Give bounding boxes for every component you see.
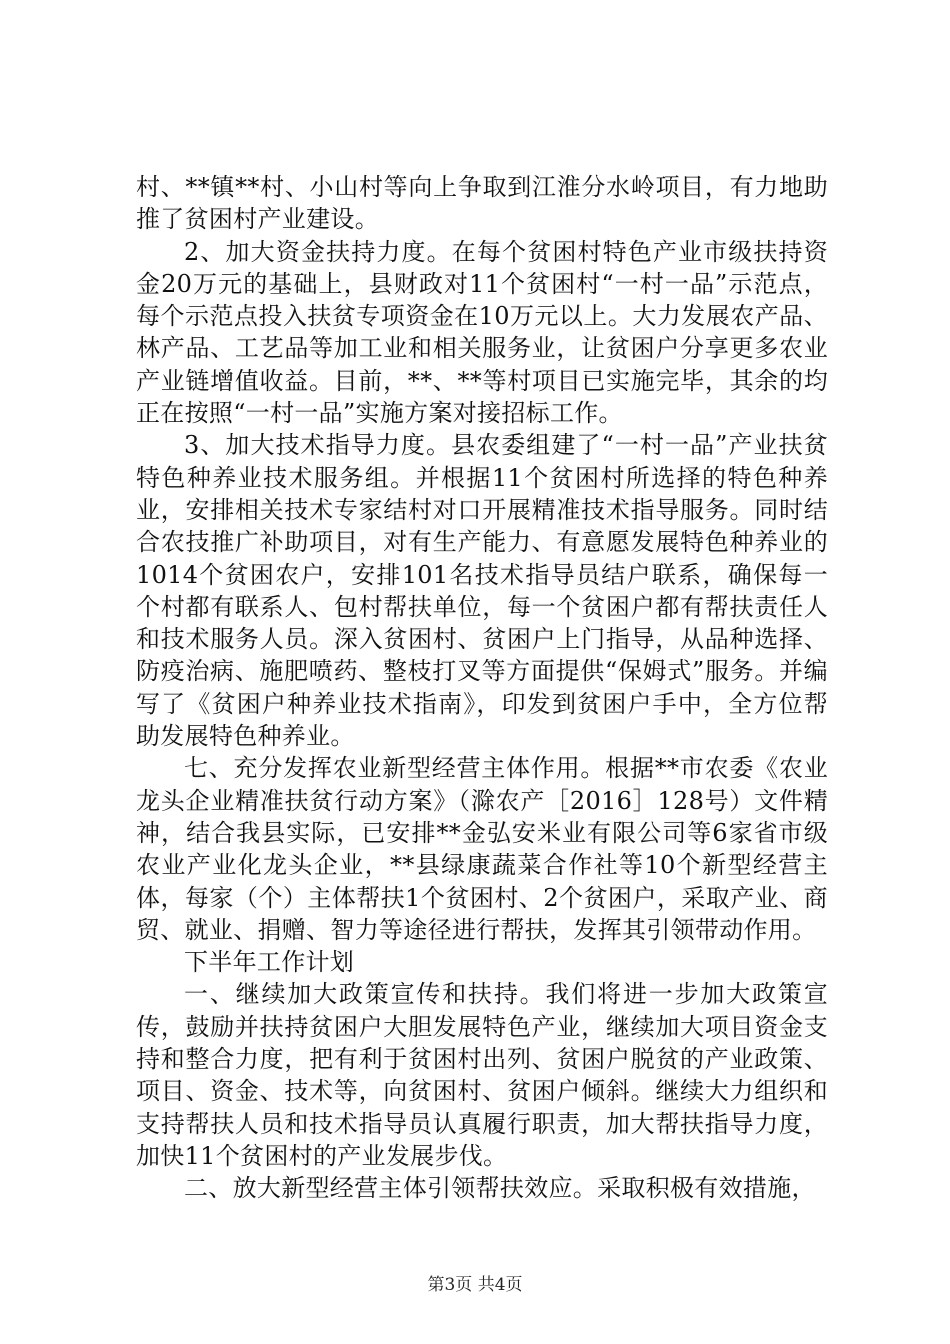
page-footer (0, 1275, 950, 1295)
paragraph-continuation: 村、**镇**村、小山村等向上争取到江淮分水岭项目，有力地助推了贫困村产业建设。 (136, 173, 828, 234)
paragraph-new-business-entities: 七、充分发挥农业新型经营主体作用。根据**市农委《农业龙头企业精准扶贫行动方案》（滁农产［2016］128号）文件精神，结合我县实际，已安排**金弘安米业有限公司等6家省市级农业产业化龙头企业，**县绿康蔬菜合作社等10个新型经营主体，每家（个）主体帮扶1个贫困村、2个贫困户，采取产业、商贸、就业、捐赠、智力等途径进行帮扶，发挥其引领带动作用。 (136, 754, 828, 944)
paragraph-technical-guidance: 3、加大技术指导力度。县农委组建了“一村一品”产业扶贫特色种养业技术服务组。并根据11个贫困村所选择的特色种养业，安排相关技术专家结村对口开展精准技术指导服务。同时结合农技推广补助项目，对有生产能力、有意愿发展特色种养业的1014个贫困农户，安排101名技术指导员结户联系，确保每一个村都有联系人、包村帮扶单位，每一个贫困户都有帮扶责任人和技术服务人员。深入贫困村、贫困户上门指导，从品种选择、防疫治病、施肥喷药、整枝打叉等方面提供“保姆式”服务。并编写了《贫困户种养业技术指南》，印发到贫困户手中，全方位帮助发展特色种养业。 (136, 431, 828, 751)
paragraph-leading-effect: 二、放大新型经营主体引领帮扶效应。采取积极有效措施， (184, 1174, 816, 1203)
section-heading-work-plan: 下半年工作计划 (184, 948, 355, 977)
document-body (136, 171, 828, 1205)
paragraph-funding-support: 2、加大资金扶持力度。在每个贫困村特色产业市级扶持资金20万元的基础上，县财政对11个贫困村“一村一品”示范点，每个示范点投入扶贫专项资金在10万元以上。大力发展农产品、林产品、工艺品等加工业和相关服务业，让贫困户分享更多农业产业链增值收益。目前，**、**等村项目已实施完毕，其余的均正在按照“一村一品”实施方案对接招标工作。 (136, 237, 828, 428)
paragraph-policy-promotion: 一、继续加大政策宣传和扶持。我们将进一步加大政策宣传，鼓励并扶持贫困户大胆发展特色产业，继续加大项目资金支持和整合力度，把有利于贫困村出列、贫困户脱贫的产业政策、项目、资金、技术等，向贫困村、贫困户倾斜。继续大力组织和支持帮扶人员和技术指导员认真履行职责，加大帮扶指导力度，加快11个贫困村的产业发展步伐。 (136, 980, 828, 1170)
page-number: 第3页 共4页 (427, 1275, 523, 1295)
